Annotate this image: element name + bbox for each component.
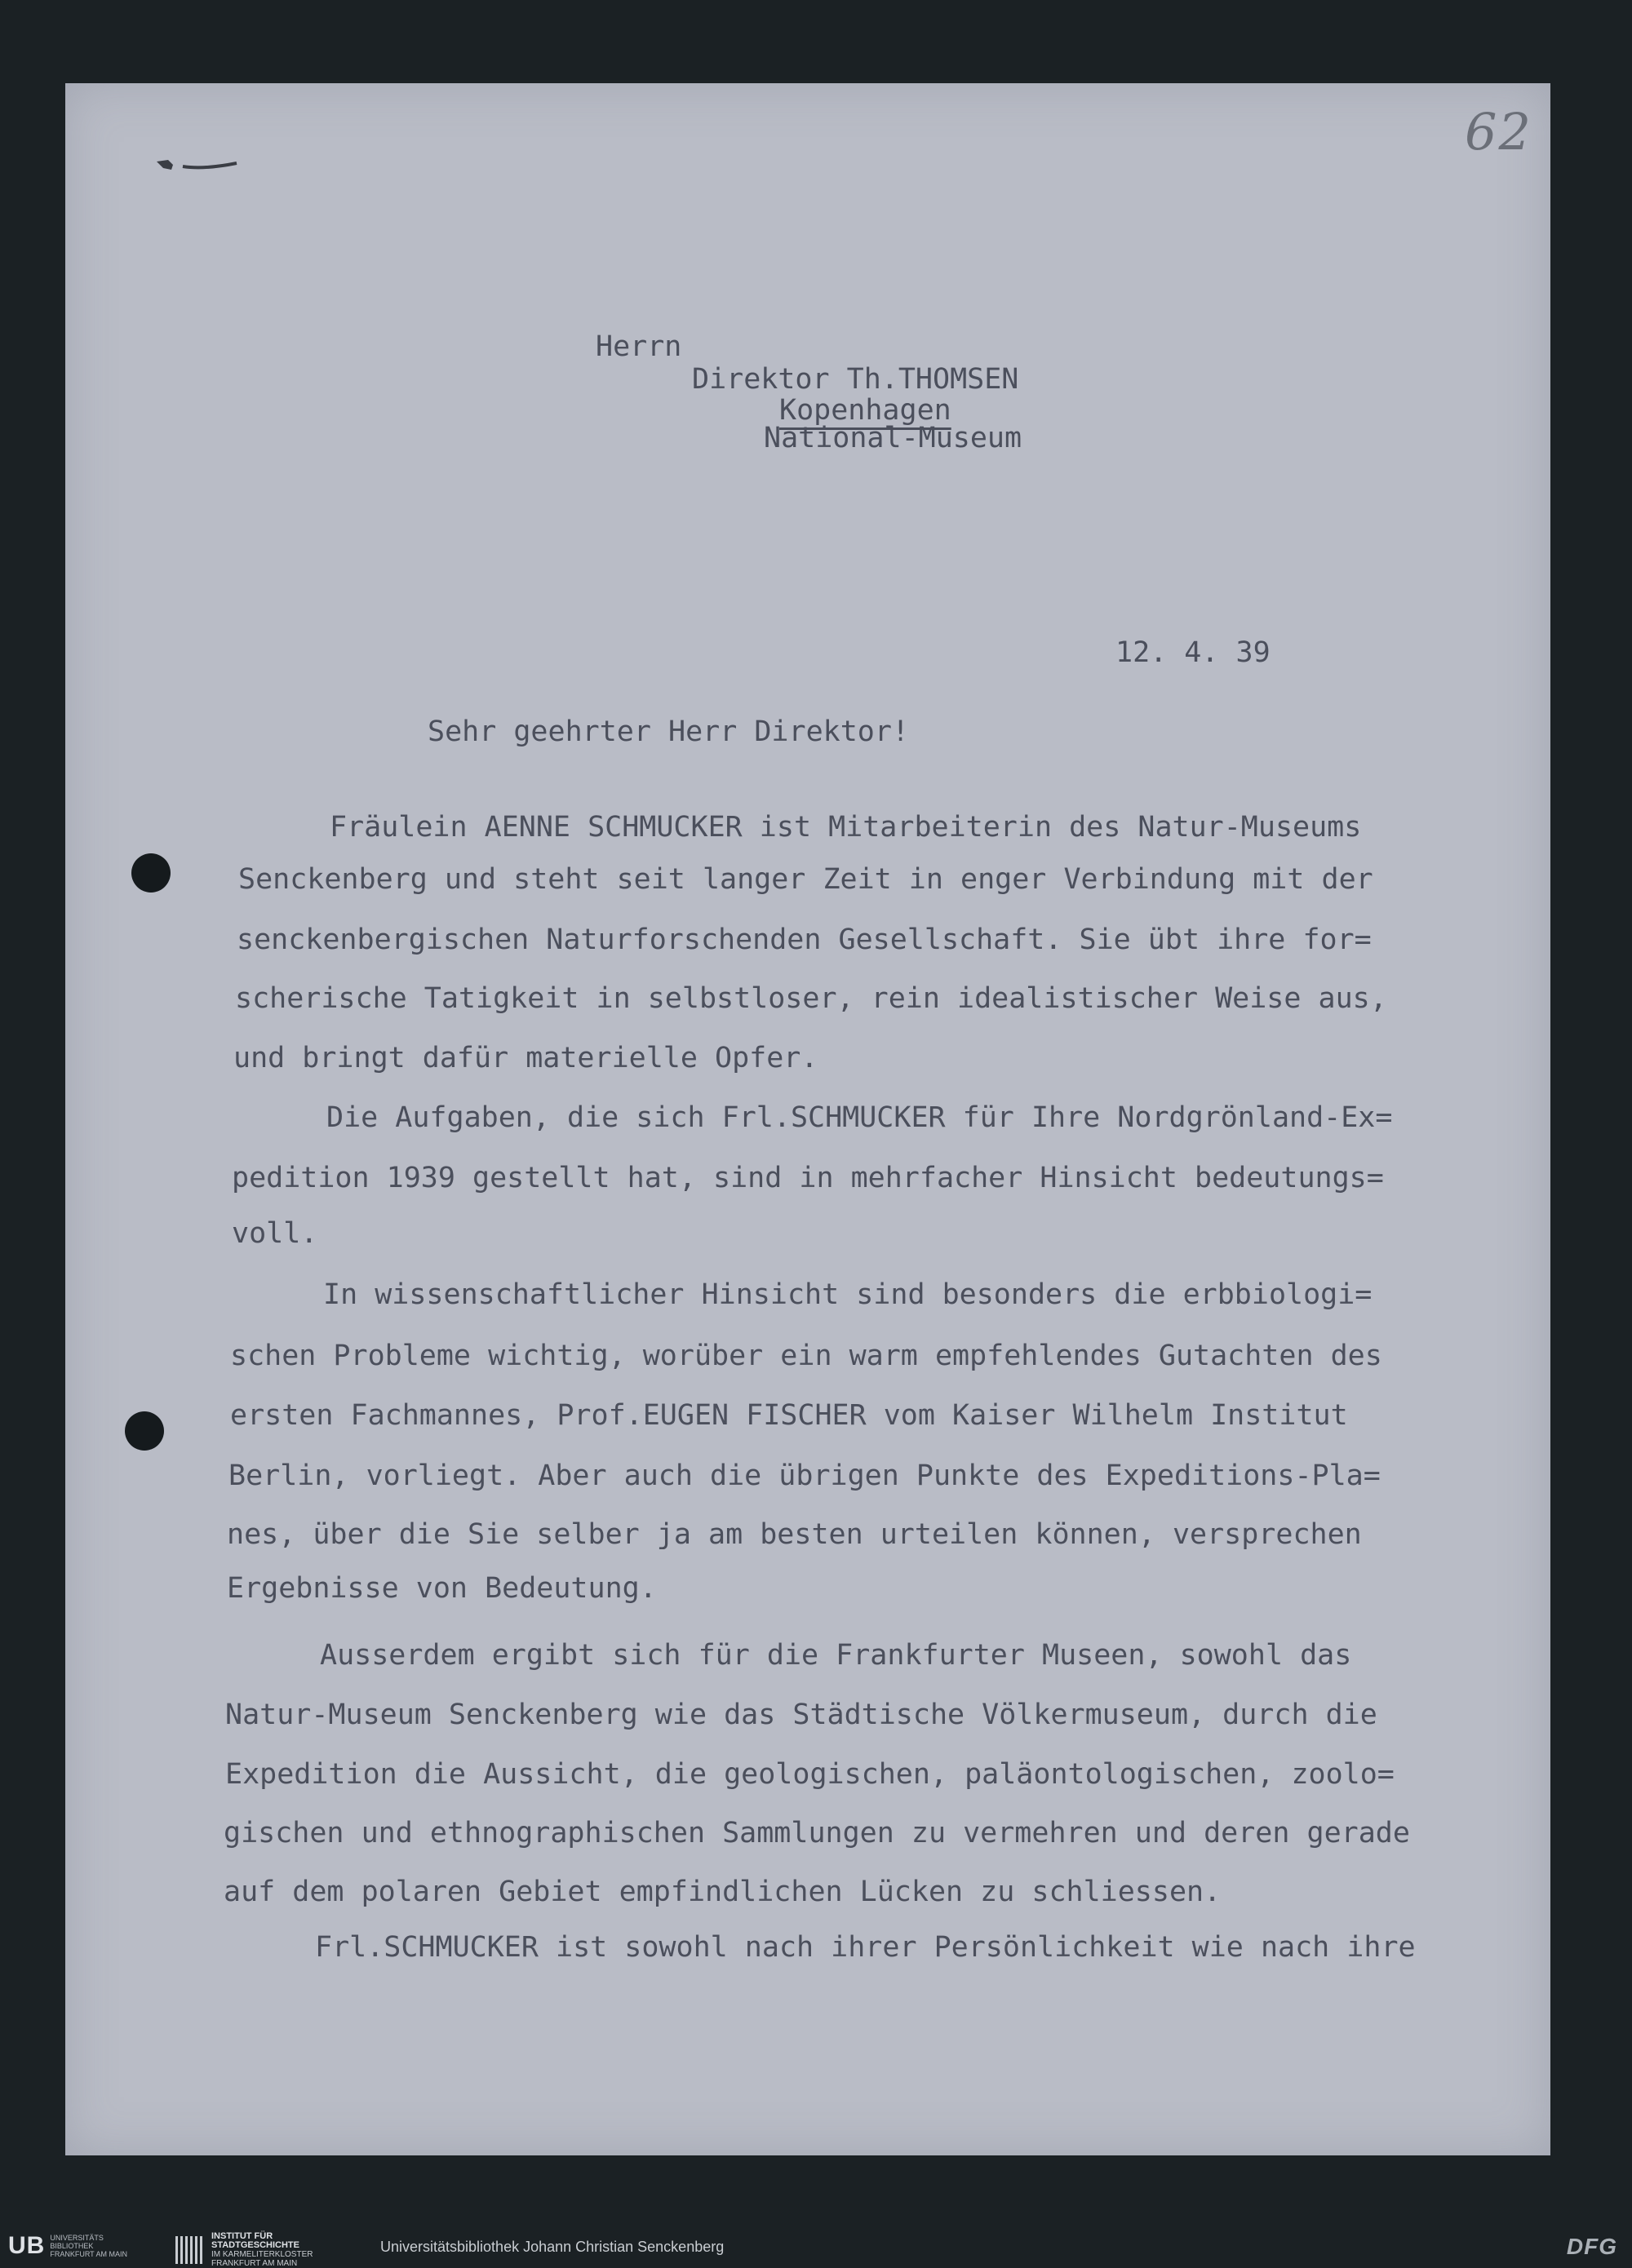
body-line: Fräulein AENNE SCHMUCKER ist Mitarbeiterin des Natur-Museums xyxy=(330,811,1362,844)
ub-mark: UB xyxy=(8,2232,46,2259)
punch-hole-bottom xyxy=(125,1411,164,1451)
body-line: und bringt dafür materielle Opfer. xyxy=(233,1042,818,1074)
body-line: gischen und ethnographischen Sammlungen zu vermehren und deren gerade xyxy=(224,1817,1410,1849)
institute-bars-icon xyxy=(175,2236,205,2264)
body-line: In wissenschaftlicher Hinsicht sind besonders die erbbiologi= xyxy=(323,1278,1373,1311)
library-credit: Universitätsbibliothek Johann Christian Senckenberg xyxy=(380,2239,725,2255)
institute-title: INSTITUT FÜR STADTGESCHICHTE xyxy=(211,2231,299,2250)
address-line-2: Direktor Th.THOMSEN xyxy=(692,363,1019,396)
salutation: Sehr geehrter Herr Direktor! xyxy=(428,715,910,748)
body-line: Natur-Museum Senckenberg wie das Städtische Völkermuseum, durch die xyxy=(225,1699,1377,1731)
body-line: pedition 1939 gestellt hat, sind in mehrfacher Hinsicht bedeutungs= xyxy=(232,1162,1384,1194)
folio-number: 62 xyxy=(1465,102,1532,162)
dfg-logo: DFG xyxy=(1566,2234,1617,2259)
institute-text xyxy=(211,2232,313,2268)
institute-subtitle: IM KARMELITERKLOSTER FRANKFURT AM MAIN xyxy=(211,2250,313,2268)
body-line: Ausserdem ergibt sich für die Frankfurter Museen, sowohl das xyxy=(320,1639,1352,1672)
letter-date: 12. 4. 39 xyxy=(1115,636,1271,669)
body-line: ersten Fachmannes, Prof.EUGEN FISCHER vom Kaiser Wilhelm Institut xyxy=(230,1399,1348,1432)
body-line: voll. xyxy=(232,1217,318,1250)
body-line: auf dem polaren Gebiet empfindlichen Lücken zu schliessen. xyxy=(224,1876,1222,1908)
institute-logo xyxy=(175,2232,313,2268)
body-line: Frl.SCHMUCKER ist sowohl nach ihrer Persönlichkeit wie nach ihre xyxy=(315,1931,1416,1964)
body-line: scherische Tatigkeit in selbstloser, rein idealistischer Weise aus, xyxy=(235,982,1387,1015)
body-line: Ergebnisse von Bedeutung. xyxy=(227,1572,657,1605)
body-line: nes, über die Sie selber ja am besten urteilen können, versprechen xyxy=(227,1518,1362,1551)
ink-mark xyxy=(155,155,241,175)
address-line-1: Herrn xyxy=(596,330,682,363)
punch-hole-top xyxy=(131,853,171,893)
ub-text: UNIVERSITÄTS BIBLIOTHEK FRANKFURT AM MAIN xyxy=(50,2234,128,2258)
ub-logo xyxy=(8,2232,127,2260)
body-line: senckenbergischen Naturforschenden Gesellschaft. Sie übt ihre for= xyxy=(237,924,1372,956)
address-line-4: National-Museum xyxy=(764,422,1022,454)
body-line: Berlin, vorliegt. Aber auch die übrigen Punkte des Expeditions-Pla= xyxy=(228,1460,1381,1492)
address-line-3: Kopenhagen xyxy=(779,394,951,427)
body-line: schen Probleme wichtig, worüber ein warm empfehlendes Gutachten des xyxy=(230,1340,1382,1372)
body-line: Die Aufgaben, die sich Frl.SCHMUCKER für Ihre Nordgrönland-Ex= xyxy=(326,1101,1393,1134)
body-line: Senckenberg und steht seit langer Zeit in enger Verbindung mit der xyxy=(238,863,1373,896)
body-line: Expedition die Aussicht, die geologischen, paläontologischen, zoolo= xyxy=(225,1758,1395,1791)
footer-bar xyxy=(0,2227,1632,2266)
